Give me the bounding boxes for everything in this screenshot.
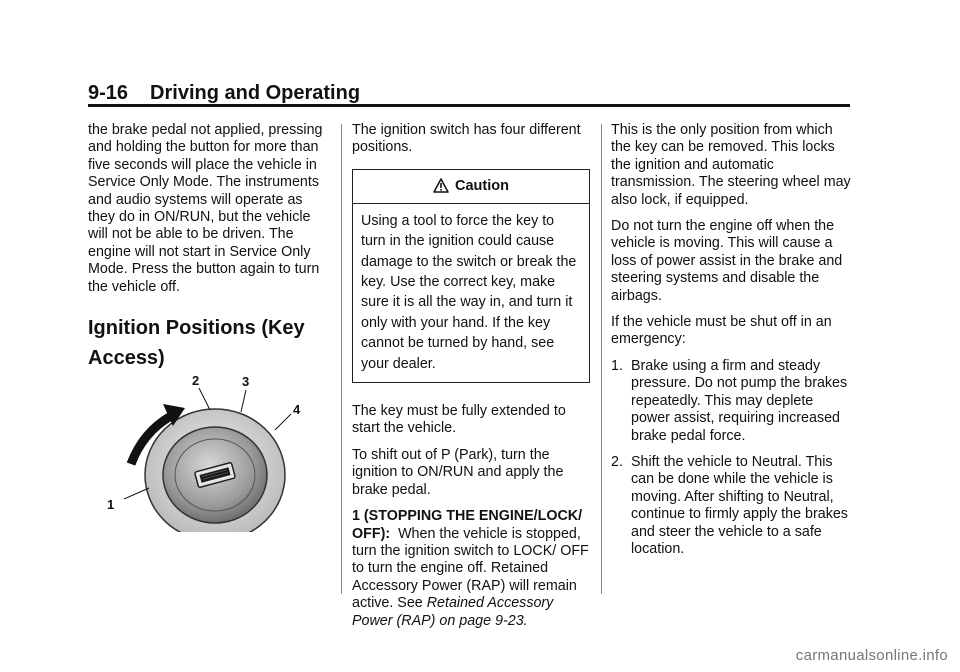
column-divider-2 bbox=[601, 124, 602, 594]
column-1 bbox=[88, 122, 333, 373]
page-header bbox=[88, 82, 360, 105]
list-item-text: Shift the vehicle to Neutral. This can be done while the vehicle is moving. After shifting to Neutral, continue to firmly apply the brakes and steer the vehicle to a safe location. bbox=[631, 453, 848, 557]
col2-paragraph-key: The key must be fully extended to start the vehicle. bbox=[352, 403, 566, 437]
section-heading: Ignition Positions (Key Access) bbox=[88, 317, 305, 370]
col2-position-1 bbox=[352, 508, 592, 630]
ignition-switch-figure bbox=[103, 372, 318, 532]
caution-icon bbox=[433, 178, 449, 194]
position-1-text: When the vehicle is stopped, turn the ignition switch to LOCK/ OFF to turn the engine off. Retained Accessory Power (RAP) will remain active. See bbox=[352, 525, 589, 612]
col2-paragraph-park: To shift out of P (Park), turn the ignition to ON/RUN and apply the brake pedal. bbox=[352, 446, 564, 498]
figure-label-4: 4 bbox=[293, 402, 301, 417]
column-2 bbox=[352, 122, 592, 639]
column-3 bbox=[611, 122, 856, 567]
list-item-number: 2. bbox=[611, 453, 623, 470]
watermark: carmanualsonline.info bbox=[795, 647, 948, 664]
list-item-text: Brake using a firm and steady pressure. Do not pump the brakes repeatedly. This may deplete power assist, requiring increased brake pedal force. bbox=[631, 357, 848, 444]
list-item bbox=[611, 358, 856, 445]
figure-label-3: 3 bbox=[242, 374, 250, 389]
figure-label-1: 1 bbox=[107, 497, 115, 512]
caution-title: Caution bbox=[455, 177, 509, 194]
section-title: Driving and Operating bbox=[150, 82, 361, 104]
col3-paragraph-1: This is the only position from which the key can be removed. This locks the ignition and automatic transmission. The steering wheel may also lock, if equipped. bbox=[611, 122, 851, 208]
list-item bbox=[611, 454, 856, 558]
list-item-number: 1. bbox=[611, 357, 623, 374]
caution-text: Using a tool to force the key to turn in the ignition could cause damage to the switch or break the key. Use the correct key, make sure it is all the way in, and turn it only with your hand. If the key cannot be turned by hand, see your dealer. bbox=[361, 212, 577, 372]
col3-paragraph-3: If the vehicle must be shut off in an emergency: bbox=[611, 314, 832, 348]
page-number: 9-16 bbox=[88, 82, 129, 104]
caution-header bbox=[353, 170, 589, 204]
position-1-reference[interactable]: Retained Accessory Power (RAP) on page 9-23. bbox=[352, 595, 554, 629]
position-1-label: 1 (STOPPING THE ENGINE/LOCK/ OFF): bbox=[352, 508, 583, 542]
figure-label-2: 2 bbox=[192, 373, 200, 388]
col2-intro: The ignition switch has four different positions. bbox=[352, 122, 581, 156]
col3-paragraph-2: Do not turn the engine off when the vehicle is moving. This will cause a loss of power assist in the brake and steering systems and disable the airbags. bbox=[611, 218, 843, 304]
col1-paragraph: the brake pedal not applied, pressing and holding the button for more than five seconds will place the vehicle in Service Only Mode. The instruments and audio systems will operate as they do in ON/RUN, but the vehicle will not be able to be driven. The engine will not start in Service Only Mode. Press the button again to turn the vehicle off. bbox=[88, 122, 323, 295]
column-divider-1 bbox=[341, 124, 342, 594]
caution-box bbox=[352, 169, 590, 383]
header-rule bbox=[88, 104, 850, 107]
